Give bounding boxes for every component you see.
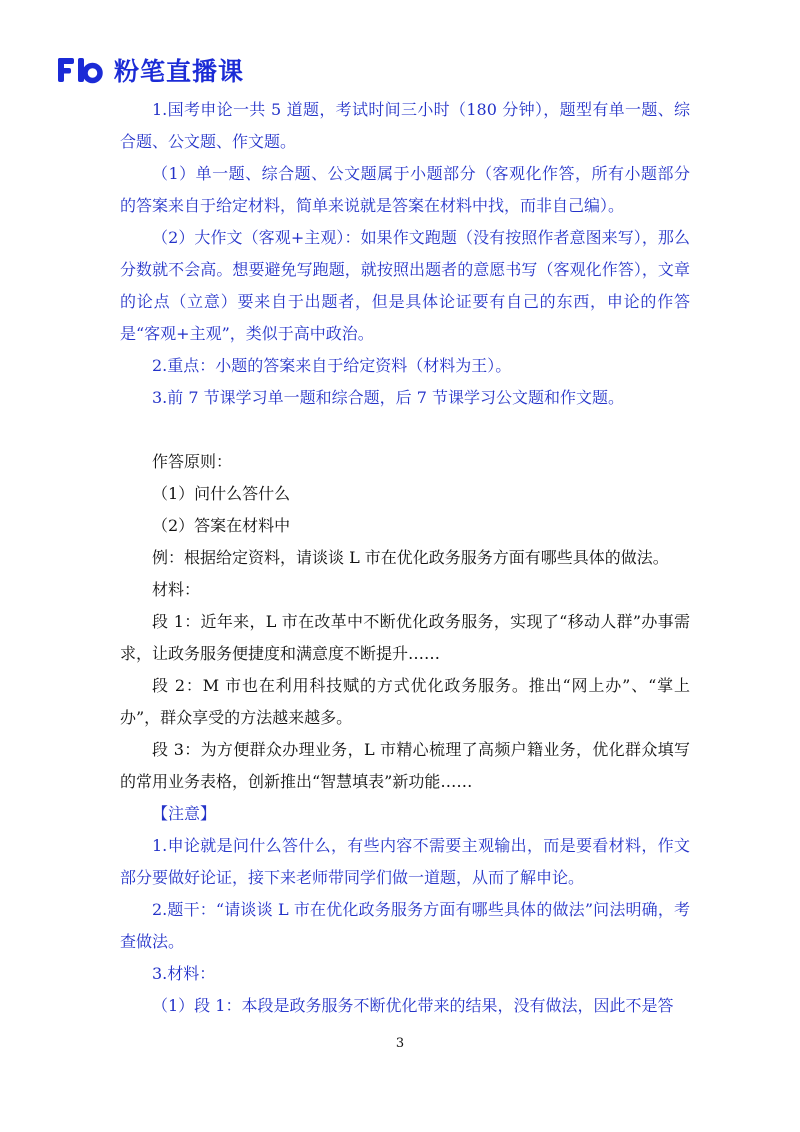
principle-item: （2）答案在材料中: [152, 516, 291, 535]
material-paragraph: 段 3：为方便群众办理业务，L 市精心梳理了高频户籍业务，优化群众填写的常用业务表格，创新推出“智慧填表”新功能……: [120, 740, 690, 791]
fb-logo-icon: [56, 55, 106, 85]
intro-paragraph: 2.重点：小题的答案来自于给定资料（材料为王）。: [152, 356, 512, 375]
principle-item: （1）问什么答什么: [152, 484, 291, 503]
note-item: （1）段 1：本段是政务服务不断优化带来的结果，没有做法，因此不是答: [152, 996, 674, 1015]
principles-title: 作答原则：: [152, 452, 233, 471]
note-item: 1.申论就是问什么答什么，有些内容不需要主观输出，而是要看材料，作文部分要做好论证，接下来老师带同学们做一道题，从而了解申论。: [120, 836, 690, 887]
note-item: 2.题干：“请谈谈 L 市在优化政务服务方面有哪些具体的做法”问法明确，考查做法。: [120, 900, 690, 951]
document-body: [120, 94, 690, 1022]
intro-section: [120, 94, 690, 414]
notes-title: 【注意】: [152, 804, 217, 823]
intro-paragraph: 3.前 7 节课学习单一题和综合题，后 7 节课学习公文题和作文题。: [152, 388, 624, 407]
material-paragraph: 段 1：近年来，L 市在改革中不断优化政务服务，实现了“移动人群”办事需求，让政务服务便捷度和满意度不断提升……: [120, 612, 690, 663]
material-title: 材料：: [152, 580, 201, 599]
intro-paragraph: （1）单一题、综合题、公文题属于小题部分（客观化作答，所有小题部分的答案来自于给定材料，简单来说就是答案在材料中找，而非自己编）。: [120, 164, 690, 215]
brand-title: 粉笔直播课: [114, 57, 245, 86]
notes-section: [120, 798, 690, 1022]
page-header: [56, 52, 244, 88]
page-number: 3: [395, 1036, 405, 1051]
example-section: [120, 542, 690, 798]
intro-paragraph: 1.国考申论一共 5 道题，考试时间三小时（180 分钟），题型有单一题、综合题、公文题、作文题。: [120, 100, 690, 151]
intro-paragraph: （2）大作文（客观+主观）：如果作文跑题（没有按照作者意图来写），那么分数就不会高。想要避免写跑题，就按照出题者的意愿书写（客观化作答），文章的论点（立意）要来自于出题者，但是具体论证要有自己的东西，申论的作答是“客观+主观”，类似于高中政治。: [120, 228, 690, 343]
section-spacer: [120, 414, 690, 446]
example-question: 例：根据给定资料，请谈谈 L 市在优化政务服务方面有哪些具体的做法。: [152, 548, 669, 567]
principles-section: [120, 446, 690, 542]
note-item: 3.材料：: [152, 964, 216, 983]
material-paragraph: 段 2：M 市也在利用科技赋的方式优化政务服务。推出“网上办”、“掌上办”，群众享受的方法越来越多。: [120, 676, 690, 727]
